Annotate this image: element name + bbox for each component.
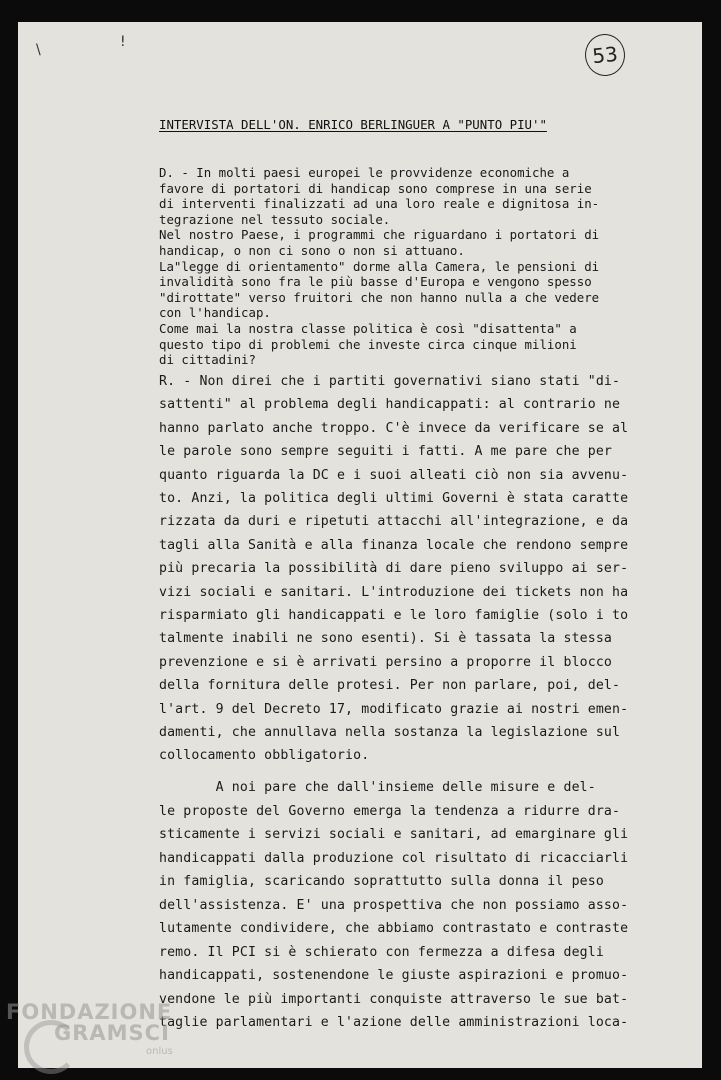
watermark-line-2: GRAMSCI	[54, 1021, 170, 1045]
text-line: dell'assistenza. E' una prospettiva che non possiamo asso-	[159, 897, 629, 913]
page-number-stamp	[583, 32, 627, 78]
text-line: le parole sono sempre seguiti i fatti. A me pare che per	[159, 444, 613, 460]
text-line: l'art. 9 del Decreto 17, modificato grazie ai nostri emen-	[159, 701, 629, 717]
text-line: vizi sociali e sanitari. L'introduzione dei tickets non ha	[159, 584, 629, 600]
text-line: di interventi finalizzati ad una loro reale e dignitosa in-	[159, 196, 600, 212]
watermark-logo	[6, 1002, 172, 1044]
text-line: favore di portatori di handicap sono comprese in una serie	[159, 180, 592, 196]
text-line: remo. Il PCI si è schierato con fermezza a difesa degli	[159, 944, 604, 960]
text-line: talmente inabili ne sono esenti). Si è tassata la stessa	[159, 631, 613, 647]
text-line: prevenzione e si è arrivati persino a proporre il blocco	[159, 654, 613, 670]
text-line: questo tipo di problemi che investe circa cinque milioni	[159, 336, 577, 352]
text-line: La"legge di orientamento" dorme alla Camera, le pensioni di	[159, 258, 600, 274]
page-title: INTERVISTA DELL'ON. ENRICO BERLINGUER A "PUNTO PIU'"	[159, 117, 547, 132]
text-line: invalidità sono fra le più basse d'Europa e vengono spesso	[159, 274, 592, 290]
text-line: di cittadini?	[159, 352, 256, 368]
text-line: rizzata da duri e ripetuti attacchi all'integrazione, e da	[159, 514, 629, 530]
text-line: più precaria la possibilità di dare pieno sviluppo ai ser-	[159, 561, 629, 577]
text-line: handicap, o non ci sono o non si attuano.	[159, 243, 465, 258]
text-line: taglie parlamentari e l'azione delle amministrazioni loca-	[159, 1015, 629, 1030]
text-line: vendone le più importanti conquiste attraverso le sue bat-	[159, 991, 629, 1007]
pencil-mark: !	[120, 34, 126, 50]
text-line: Come mai la nostra classe politica è così "disattenta" a	[159, 321, 577, 336]
text-line: A noi pare che dall'insieme delle misure e del-	[159, 780, 596, 795]
watermark-line-3: onlus	[146, 1046, 173, 1057]
text-line: in famiglia, scaricando soprattutto sulla donna il peso	[159, 874, 604, 889]
text-line: della fornitura delle protesi. Per non parlare, poi, del-	[159, 678, 621, 694]
text-line: to. Anzi, la politica degli ultimi Governi è stata caratte	[159, 491, 629, 506]
text-line: sattenti" al problema degli handicappati: al contrario ne	[159, 397, 621, 413]
pencil-mark: \	[36, 42, 41, 58]
text-line: R. - Non direi che i partiti governativi siano stati "di-	[159, 374, 621, 389]
text-line: handicappati dalla produzione col risultato di ricacciarli	[159, 850, 629, 866]
text-line: "dirottate" verso fruitori che non hanno nulla a che vedere	[159, 289, 600, 305]
page-number: 53	[591, 41, 619, 69]
watermark-line-1: FONDAZIONE	[6, 1000, 173, 1024]
text-line: risparmiato gli handicappati e le loro famiglie (solo i to	[159, 608, 629, 623]
document-page	[18, 22, 702, 1068]
text-line: lutamente condividere, che abbiamo contrastato e contraste	[159, 921, 629, 936]
text-line: con l'handicap.	[159, 305, 271, 321]
text-line: tagli alla Sanità e alla finanza locale che rendono sempre	[159, 537, 629, 553]
text-line: quanto riguarda la DC e i suoi alleati ciò non sia avvenu-	[159, 467, 629, 483]
text-line: D. - In molti paesi europei le provvidenze economiche a	[159, 165, 570, 180]
text-line: damenti, che annullava nella sostanza la legislazione sul	[159, 725, 621, 740]
text-line: le proposte del Governo emerga la tendenza a ridurre dra-	[159, 803, 621, 819]
text-line: collocamento obbligatorio.	[159, 748, 370, 764]
text-line: tegrazione nel tessuto sociale.	[159, 211, 391, 227]
text-line: Nel nostro Paese, i programmi che riguardano i portatori di	[159, 227, 600, 243]
text-line: sticamente i servizi sociali e sanitari, ad emarginare gli	[159, 827, 629, 842]
text-line: hanno parlato anche troppo. C'è invece da verificare se al	[159, 420, 629, 436]
text-line: handicappati, sostenendone le giuste aspirazioni e promuo-	[159, 968, 629, 983]
